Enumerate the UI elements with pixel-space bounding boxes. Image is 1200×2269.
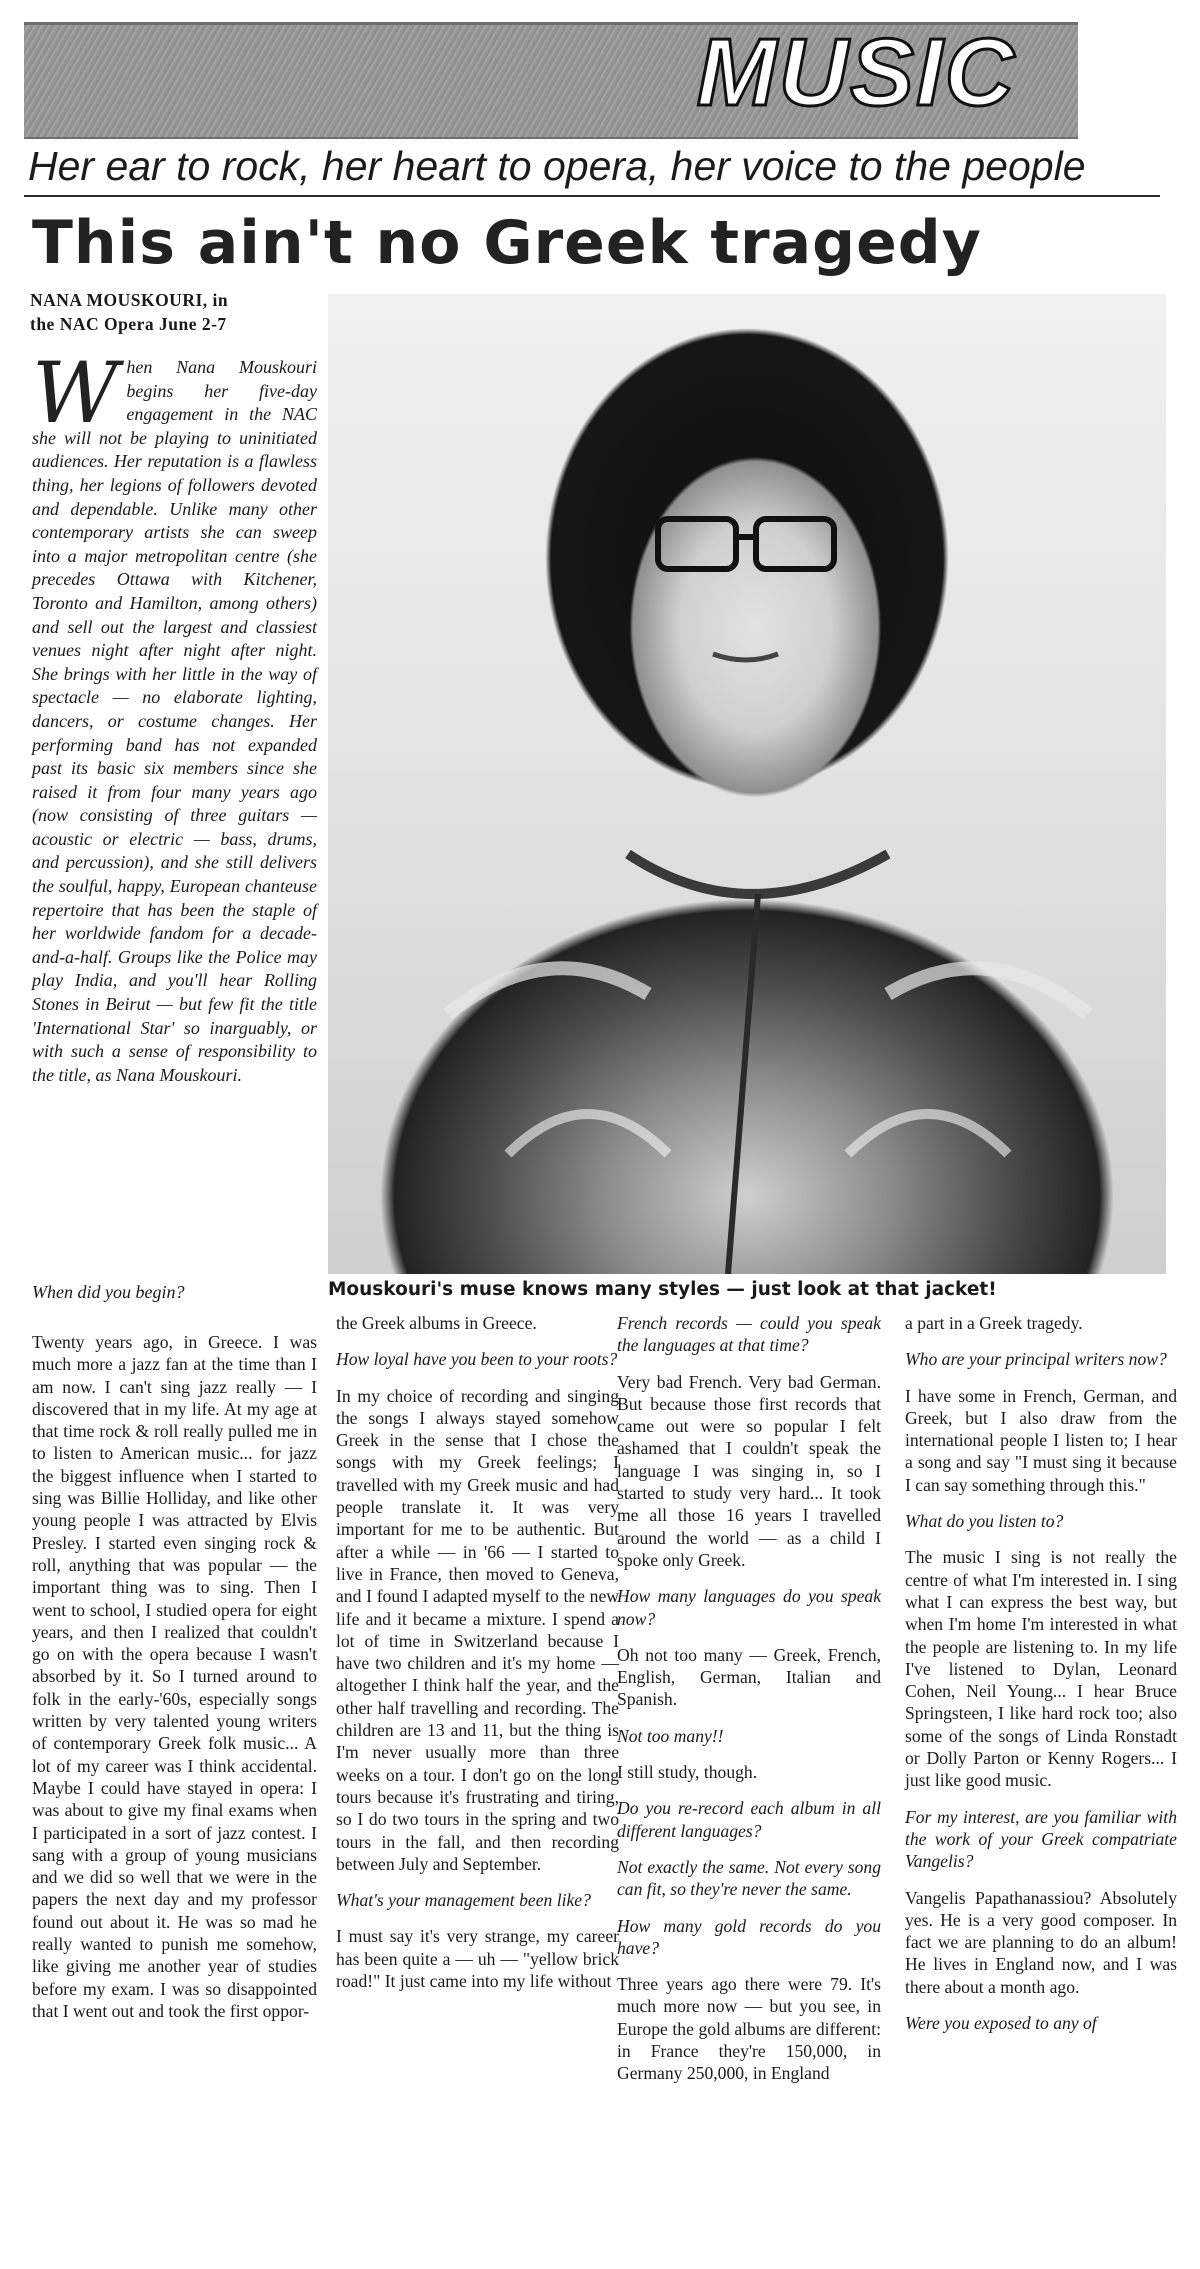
kicker-rule (24, 195, 1160, 197)
question: Who are your principal writers now? (905, 1349, 1167, 1370)
question: What do you listen to? (905, 1511, 1064, 1532)
answer-paragraph: Twenty years ago, in Greece. I was much more a jazz fan at the time than I am now. I can't sing jazz really — I discovered that in my life. At my age at that time rock & roll really pulled me in to listen to American music... for jazz the biggest influence when I started to sing was Billie Holliday, and like other young people I was attracted by Elvis Presley. I started even singing rock & roll, anything that was popular — the important thing was to sing. Then I went to school, I studied opera for eight years, and then I realized that couldn't go on with the opera because I wasn't absorbed by it. So I turned around to folk in the early-'60s, especially songs written by very talented young writers of contemporary Greek folk music... A lot of my career was I think accidental. Maybe I could have stayed in opera: I was about to give my final exams when I participated in a sort of jazz contest. I sang with a group of young musicians and we did so well that we were in the papers the next day and my professor found out about it. He was so mad he really wanted to punish me somehow, like giving me another year of studies before my exam. I was so disappointed that I went out and took the first oppor- (32, 1332, 317, 2021)
answer-paragraph: a part in a Greek tragedy. (905, 1313, 1083, 1333)
question: Were you exposed to any of (905, 2013, 1097, 2034)
answer-paragraph: I still study, though. (617, 1762, 758, 1783)
question: French records — could you speak the languages at that time? (617, 1313, 881, 1356)
byline-line-2: the NAC Opera June 2-7 (30, 314, 227, 334)
intro-paragraph (32, 344, 317, 1087)
question: Not too many!! (617, 1725, 724, 1746)
text-column-1 (32, 1331, 317, 2036)
answer-paragraph: Three years ago there were 79. It's much more now — but you see, in Europe the gold albums are different: in France they're 150,000, in Germany 250,000, in England (617, 1974, 881, 2084)
jacket-zip (728, 894, 758, 1274)
answer-paragraph: Oh not too many — Greek, French, English, German, Italian and Spanish. (617, 1644, 881, 1710)
answer-paragraph: Very bad French. Very bad German. But because those first records that came out were so popular I felt ashamed that I couldn't speak the language I was singing in, so I started to study very hard... It took me all those 16 years I travelled around the world — as a child I spoke only Greek. (617, 1371, 881, 1570)
question: How many gold records do you have? (617, 1915, 881, 1958)
answer-paragraph: I must say it's very strange, my career has been quite a — uh — "yellow brick road!" It just came into my life without (336, 1926, 619, 1992)
question: Do you re-record each album in all different languages? (617, 1798, 881, 1841)
question: How many languages do you speak now? (617, 1586, 881, 1629)
question: How loyal have you been to your roots? (336, 1349, 618, 1370)
answer-paragraph: I have some in French, German, and Greek, but I also draw from the international people I listen to; I hear a song and say "I must sing it because I can say something through this." (905, 1385, 1177, 1495)
text-column-3 (617, 1312, 881, 2099)
answer-paragraph: the Greek albums in Greece. (336, 1313, 537, 1333)
answer-paragraph: In my choice of recording and singing the songs I always stayed somehow Greek in the sense that I chose the songs with my Greek feelings; I travelled with my Greek music and had people translate it. It was very important for me to be authentic. But after a while — in '66 — I started to live in France, then moved to Geneva, and I found I adapted myself to the new life and it became a mixture. I spend a lot of time in Switzerland because I have two children and it's my home — altogether I think half the year, and the other half travelling and recording. The children are 13 and 11, but the thing is I'm never usually more than three weeks on a tour. I don't go on the long tours because it's frustrating and tiring, so I do two tours in the spring and two tours in the fall, and then recording between July and September. (336, 1385, 619, 1874)
kicker-subhead: Her ear to rock, her heart to opera, her voice to the people (28, 143, 1086, 189)
section-header-band (24, 22, 1078, 139)
mouth-shape (713, 654, 778, 660)
drop-cap: W (32, 344, 119, 442)
portrait-illustration (328, 294, 1166, 1274)
question: What's your management been like? (336, 1890, 591, 1911)
text-column-4 (905, 1312, 1177, 2048)
answer-paragraph: Vangelis Papathanassiou? Absolutely yes. He is a very good composer. In fact we are planning to do an album! He lives in England now, and I was there about a month ago. (905, 1887, 1177, 1997)
portrait-photo (328, 294, 1166, 1274)
glasses-shape (658, 519, 834, 569)
byline-line-1: NANA MOUSKOURI, in (30, 290, 229, 310)
jacket-collar (628, 854, 888, 894)
intro-text: hen Nana Mouskouri begins her five-day engagement in the NAC she will not be playing to uninitiated audiences. Her reputation is a flawless thing, her legions of followers devoted and dependable. Unlike many other contemporary artists she can sweep into a major metropolitan centre (she precedes Ottawa with Kitchener, Toronto and Hamilton, among others) and sell out the largest and classiest venues night after night after night. She brings with her little in the way of spectacle — no elaborate lighting, dancers, or costume changes. Her performing band has not expanded past its basic six members since she raised it from four many years ago (now consisting of three guitars — acoustic or electric — bass, drums, and percussion), and she still delivers the soulful, happy, European chanteuse repertoire that has been the staple of her worldwide fandom for a decade-and-a-half. Groups like the Police may play India, and you'll hear Rolling Stones in Beirut — but few fit the title 'International Star' so inarguably, or with such a sense of responsibility to the title, as Nana Mouskouri. (32, 357, 317, 1085)
text-column-2 (336, 1312, 619, 2006)
question-when-begin: When did you begin? (32, 1282, 185, 1302)
photo-caption: Mouskouri's muse knows many styles — just look at that jacket! (328, 1279, 997, 1300)
question: For my interest, are you familiar with the work of your Greek compatriate Vangelis? (905, 1806, 1177, 1872)
headline: This ain't no Greek tragedy (32, 208, 982, 278)
section-title: MUSIC (696, 22, 1016, 126)
answer-paragraph: The music I sing is not really the centre of what I'm interested in. I sing what I can express the best way, but when I'm home I'm interested in what the people are listening to. In my life I've listened to Dylan, Leonard Cohen, Neil Young... I hear Bruce Springsteen, I like hard rock too; also some of the songs of Linda Ronstadt or Dolly Parton or Kenny Rogers... I just like good music. (905, 1547, 1177, 1791)
byline (30, 288, 320, 336)
answer-paragraph: Not exactly the same. Not every song can fit, so they're never the same. (617, 1856, 881, 1900)
